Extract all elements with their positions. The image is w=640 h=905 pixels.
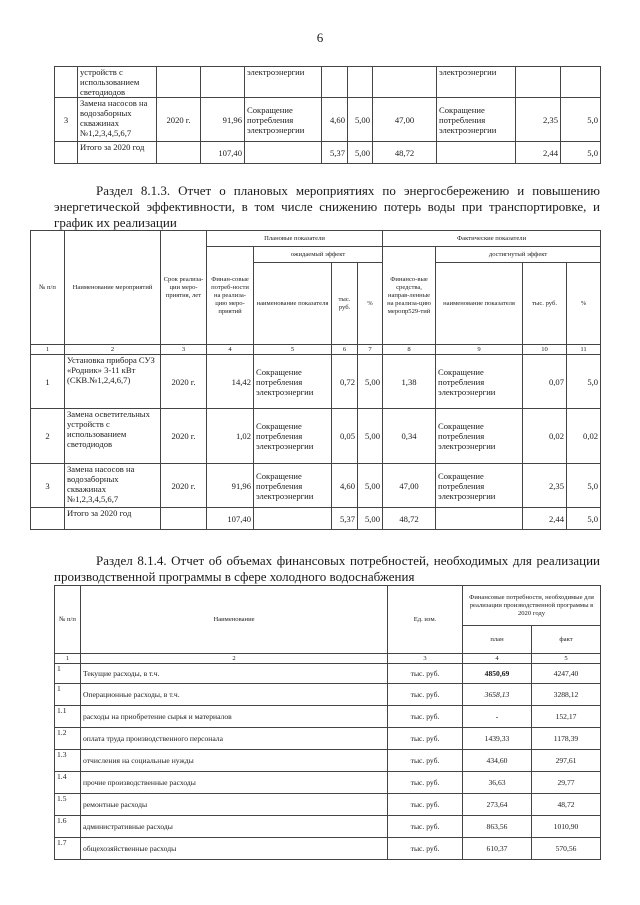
header-fact: факт (532, 626, 601, 654)
term-cell: 2020 г. (161, 464, 207, 508)
value-cell: 4,60 (332, 464, 358, 508)
value-cell: 0,72 (332, 355, 358, 409)
percent-cell: 5,00 (348, 142, 373, 164)
row-number: 1.2 (55, 728, 81, 750)
value-cell: 2,35 (516, 98, 561, 142)
plan-cell: 610,37 (463, 838, 532, 860)
term-cell: 2020 г. (157, 98, 201, 142)
header-unit: Ед. изм. (388, 586, 463, 654)
finance-cell: 47,00 (383, 464, 436, 508)
expense-name-cell: оплата труда производственного персонала (81, 728, 388, 750)
row-number: 3 (31, 464, 65, 508)
plan-cell: 3658,13 (463, 684, 532, 706)
column-number: 2 (81, 654, 388, 664)
percent-cell: 5,0 (567, 355, 601, 409)
header-percent: % (358, 263, 383, 345)
finance-cell: 48,72 (373, 142, 437, 164)
column-number: 4 (207, 345, 254, 355)
plan-cell: 863,56 (463, 816, 532, 838)
plan-cell: 434,60 (463, 750, 532, 772)
value-cell: 0,02 (523, 409, 567, 464)
finance-cell: 0,34 (383, 409, 436, 464)
column-number: 2 (65, 345, 161, 355)
row-number: 1.5 (55, 794, 81, 816)
table-row (55, 816, 601, 838)
header-name: Наименование мероприятий (65, 231, 161, 345)
fact-cell: 570,56 (532, 838, 601, 860)
fact-cell: 29,77 (532, 772, 601, 794)
header-num: № п/п (31, 231, 65, 345)
header-achieved-effect: достигнутый эффект (436, 247, 601, 263)
expense-name-cell: расходы на приобретение сырья и материалов (81, 706, 388, 728)
header-indicator: наименование показателя (254, 263, 332, 345)
plan-cell: 36,63 (463, 772, 532, 794)
table-row (55, 794, 601, 816)
table-row (55, 664, 601, 684)
table-row (31, 355, 601, 409)
column-number: 11 (567, 345, 601, 355)
unit-cell: тыс. руб. (388, 838, 463, 860)
finance-cell: 107,40 (207, 508, 254, 530)
table-row (55, 728, 601, 750)
table-row (55, 772, 601, 794)
fact-cell: 48,72 (532, 794, 601, 816)
percent-cell: 5,0 (567, 464, 601, 508)
value-cell: 0,07 (523, 355, 567, 409)
header-percent: % (567, 263, 601, 345)
indicator-cell: электроэнергии (437, 67, 516, 98)
column-number: 1 (55, 654, 81, 664)
column-number: 7 (358, 345, 383, 355)
percent-cell: 5,00 (348, 98, 373, 142)
table-row (55, 67, 601, 98)
percent-cell: 5,0 (567, 508, 601, 530)
header-indicator: наименование показателя (436, 263, 523, 345)
column-number: 3 (388, 654, 463, 664)
indicator-cell: Сокращение потребления электроэнергии (254, 409, 332, 464)
unit-cell: тыс. руб. (388, 664, 463, 684)
table-row (31, 409, 601, 464)
fact-cell: 152,17 (532, 706, 601, 728)
percent-cell: 5,00 (358, 409, 383, 464)
header-plan-group: Плановые показатели (207, 231, 383, 247)
term-cell: 2020 г. (161, 409, 207, 464)
value-cell: 4,60 (322, 98, 348, 142)
row-number: 1 (55, 684, 81, 706)
column-number: 5 (254, 345, 332, 355)
expense-name-cell: административные расходы (81, 816, 388, 838)
header-name: Наименование (81, 586, 388, 654)
plan-cell: 273,64 (463, 794, 532, 816)
continued-measures-table (54, 66, 601, 164)
header-thousand-rub: тыс. руб. (523, 263, 567, 345)
fact-cell: 3288,12 (532, 684, 601, 706)
percent-cell: 5,00 (358, 508, 383, 530)
plan-cell: 4850,69 (463, 664, 532, 684)
value-cell: 5,37 (322, 142, 348, 164)
expense-name-cell: ремонтные расходы (81, 794, 388, 816)
fact-cell: 297,61 (532, 750, 601, 772)
column-number: 1 (31, 345, 65, 355)
header-fact-group: Фактические показатели (383, 231, 601, 247)
finance-cell: 14,42 (207, 355, 254, 409)
row-number: 1.6 (55, 816, 81, 838)
column-number: 3 (161, 345, 207, 355)
header-financial-needs: Финансовые потребности, необходимые для реализации производственной программы в 2020 году (463, 586, 601, 626)
percent-cell: 0,02 (567, 409, 601, 464)
finance-cell: 48,72 (383, 508, 436, 530)
table-row (31, 464, 601, 508)
finance-cell: 1,38 (383, 355, 436, 409)
finance-cell: 91,96 (207, 464, 254, 508)
column-number: 6 (332, 345, 358, 355)
percent-cell: 5,00 (358, 464, 383, 508)
indicator-cell: электроэнергии (245, 67, 322, 98)
header-num: № п/п (55, 586, 81, 654)
expense-name-cell: прочие производственные расходы (81, 772, 388, 794)
measure-name-cell: устройств с использованием светодиодов (78, 67, 157, 98)
header-finance-spent: Финансо-вые средства, направ-ленные на реализа-цию меропр529-тий (383, 247, 436, 345)
indicator-cell: Сокращение потребления электроэнергии (254, 355, 332, 409)
row-number: 1.4 (55, 772, 81, 794)
finance-cell: 91,96 (201, 98, 245, 142)
unit-cell: тыс. руб. (388, 750, 463, 772)
table-row (55, 706, 601, 728)
table-row-total (31, 508, 601, 530)
indicator-cell: Сокращение потребления электроэнергии (436, 355, 523, 409)
value-cell: 2,44 (516, 142, 561, 164)
row-number: 1 (31, 355, 65, 409)
expense-name-cell: общехозяйственные расходы (81, 838, 388, 860)
indicator-cell: Сокращение потребления электроэнергии (436, 464, 523, 508)
header-thousand-rub: тыс. руб. (332, 263, 358, 345)
column-number: 9 (436, 345, 523, 355)
financial-needs-table (54, 585, 601, 860)
value-cell: 2,35 (523, 464, 567, 508)
measure-name-cell: Замена насосов на водозаборных скважинах №1,2,3,4,5,6,7 (78, 98, 157, 142)
unit-cell: тыс. руб. (388, 728, 463, 750)
column-numbers-row (55, 654, 601, 664)
value-cell: 5,37 (332, 508, 358, 530)
finance-cell: 47,00 (373, 98, 437, 142)
page-number: 6 (316, 30, 324, 45)
expense-name-cell: Текущие расходы, в т.ч. (81, 664, 388, 684)
section-heading-8-1-4: Раздел 8.1.4. Отчет об объемах финансовых потребностей, необходимых для реализации производственной программы в сфере холодного водоснабжения (54, 553, 600, 584)
header-term: Срок реализа-ции меро-приятия, лет (161, 231, 207, 345)
section-heading-8-1-3: Раздел 8.1.3. Отчет о плановых мероприятиях по энергосбережению и повышению энергетической эффективности, в том числе снижению потерь воды при транспортировке, и график их реализации (54, 183, 600, 230)
row-number: 2 (31, 409, 65, 464)
row-number: 1.1 (55, 706, 81, 728)
indicator-cell: Сокращение потребления электроэнергии (245, 98, 322, 142)
term-cell: 2020 г. (161, 355, 207, 409)
energy-saving-measures-table (30, 230, 601, 530)
unit-cell: тыс. руб. (388, 816, 463, 838)
row-number: 1.3 (55, 750, 81, 772)
unit-cell: тыс. руб. (388, 794, 463, 816)
fact-cell: 1178,39 (532, 728, 601, 750)
percent-cell: 5,0 (561, 98, 601, 142)
expense-name-cell: отчисления на социальные нужды (81, 750, 388, 772)
total-label: Итого за 2020 год (78, 142, 157, 164)
row-number: 3 (55, 98, 78, 142)
table-row-total (55, 142, 601, 164)
measure-name-cell: Замена насосов на водозаборных скважинах №1,2,3,4,5,6,7 (65, 464, 161, 508)
fact-cell: 1010,90 (532, 816, 601, 838)
value-cell: 0,05 (332, 409, 358, 464)
row-number: 1.7 (55, 838, 81, 860)
header-expected-effect: ожидаемый эффект (254, 247, 383, 263)
indicator-cell: Сокращение потребления электроэнергии (436, 409, 523, 464)
plan-cell: 1439,33 (463, 728, 532, 750)
unit-cell: тыс. руб. (388, 772, 463, 794)
measure-name-cell: Замена осветительных устройств с использованием светодиодов (65, 409, 161, 464)
table-row (55, 98, 601, 142)
header-plan: план (463, 626, 532, 654)
percent-cell: 5,0 (561, 142, 601, 164)
value-cell: 2,44 (523, 508, 567, 530)
finance-cell: 1,02 (207, 409, 254, 464)
unit-cell: тыс. руб. (388, 706, 463, 728)
row-number: 1 (55, 664, 81, 684)
total-label: Итого за 2020 год (65, 508, 161, 530)
column-number: 10 (523, 345, 567, 355)
indicator-cell: Сокращение потребления электроэнергии (254, 464, 332, 508)
expense-name-cell: Операционные расходы, в т.ч. (81, 684, 388, 706)
percent-cell: 5,00 (358, 355, 383, 409)
column-numbers-row (31, 345, 601, 355)
column-number: 8 (383, 345, 436, 355)
fact-cell: 4247,40 (532, 664, 601, 684)
indicator-cell: Сокращение потребления электроэнергии (437, 98, 516, 142)
unit-cell: тыс. руб. (388, 684, 463, 706)
finance-cell: 107,40 (201, 142, 245, 164)
table-row (55, 684, 601, 706)
table-row (55, 838, 601, 860)
column-number: 5 (532, 654, 601, 664)
table-row (55, 750, 601, 772)
header-finance: Финан-совые потреб-ности на реализа-цию меро-приятий (207, 247, 254, 345)
column-number: 4 (463, 654, 532, 664)
plan-cell: - (463, 706, 532, 728)
measure-name-cell: Установка прибора СУЗ «Родник» 3-11 кВт (СКВ.№1,2,4,6,7) (65, 355, 161, 409)
